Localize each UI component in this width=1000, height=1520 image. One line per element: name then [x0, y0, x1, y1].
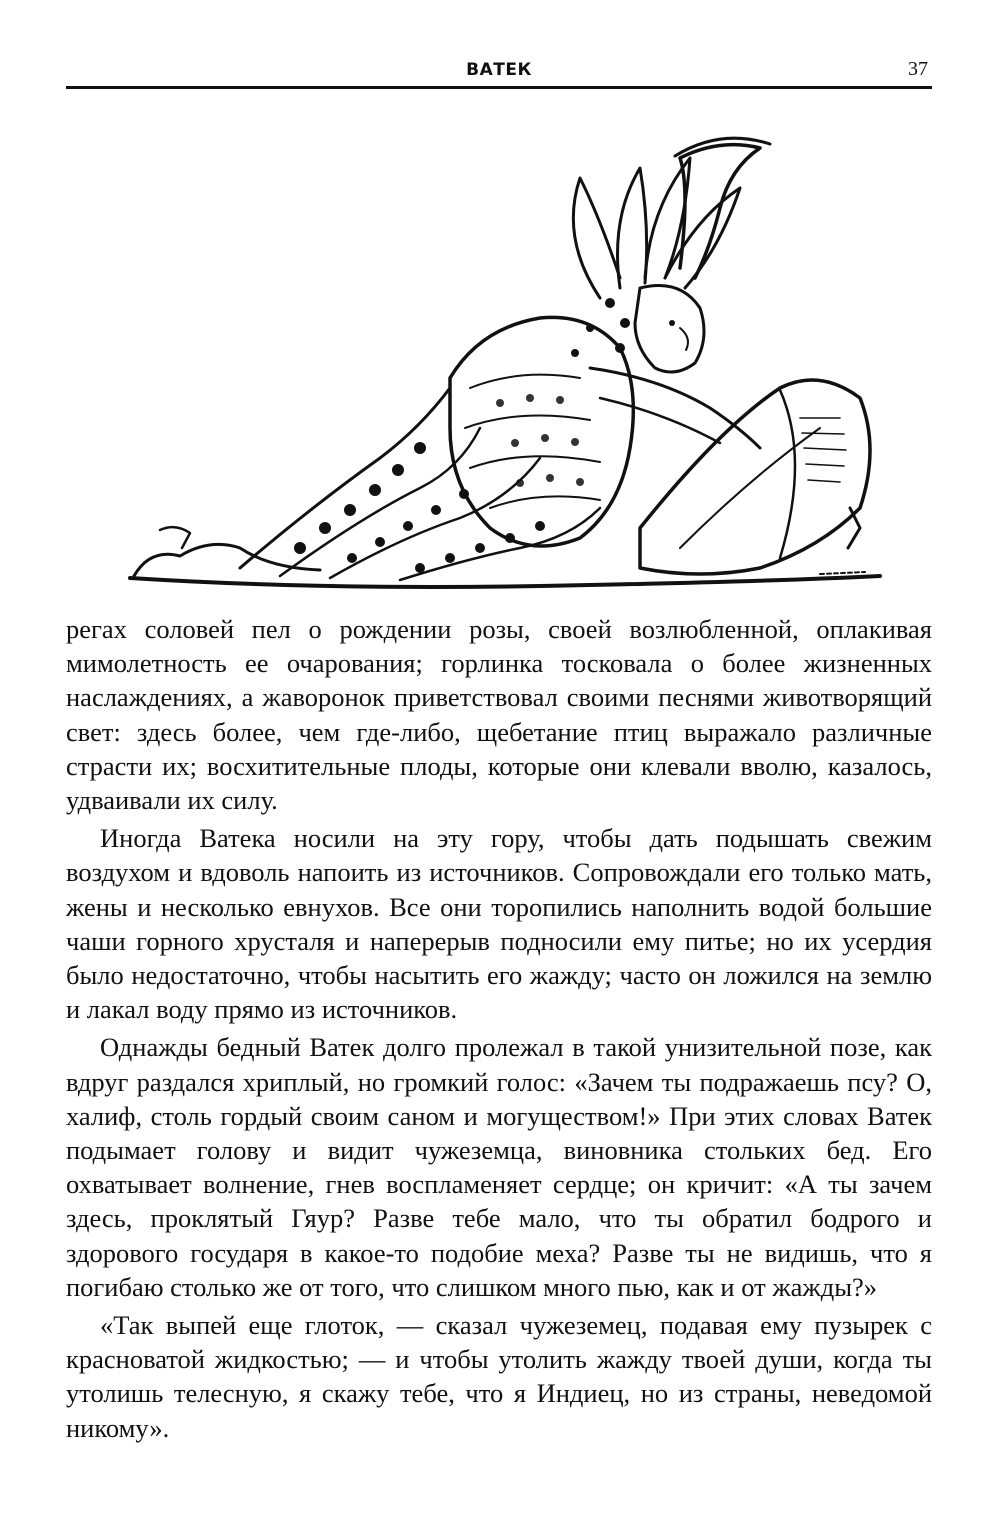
illustration-engraving [120, 128, 890, 598]
running-title: ВАТЕК [466, 60, 532, 80]
page-number: 37 [908, 58, 928, 80]
paragraph: Однажды бедный Ватек долго пролежал в такой унизительной позе, как вдруг раздался хриплый, но громкий голос: «Зачем ты подражаешь псу? О, халиф, столь гордый своим саном и могуществом!» При этих словах Ватек подымает голову и видит чужеземца, виновника стольких бед. Его охватывает волнение, гнев воспламеняет сердце; он кричит: «А ты зачем здесь, проклятый Гяур? Разве тебе мало, что ты обратил бодрого и здорового государя в какое-то подобие меха? Разве ты не видишь, что я погибаю столько же от того, что слишком много пью, как и от жажды?» [66, 1032, 932, 1302]
running-header [66, 56, 932, 89]
paragraph: Иногда Ватека носили на эту гору, чтобы дать подышать свежим воздухом и вдоволь напоить из источников. Сопровождали его только мать, жены и несколько евнухов. Все они торопились наполнить водой большие чаши горного хрусталя и наперерыв подносили ему питье; но их усердия было недостаточно, чтобы насытить его жажду; часто он ложился на землю и лакал воду прямо из источников. [66, 823, 932, 1025]
paragraph: регах соловей пел о рождении розы, своей возлюбленной, оплакивая мимолетность ее очарования; горлинка тосковала о более жизненных наслаждениях, а жаворонок приветствовал своими песнями животворящий свет: здесь более, чем где-либо, щебетание птиц выражало различные страсти их; восхитительные плоды, которые они клевали вволю, казалось, удваивали их силу. [66, 614, 932, 816]
body-text [66, 612, 932, 1445]
paragraph: «Так выпей еще глоток, — сказал чужеземец, подавая ему пузырек с красноватой жидкостью; — и чтобы утолить жажду твоей души, когда ты утолишь телесную, я скажу тебе, что я Индиец, но из страны, неведомой никому». [66, 1310, 932, 1443]
